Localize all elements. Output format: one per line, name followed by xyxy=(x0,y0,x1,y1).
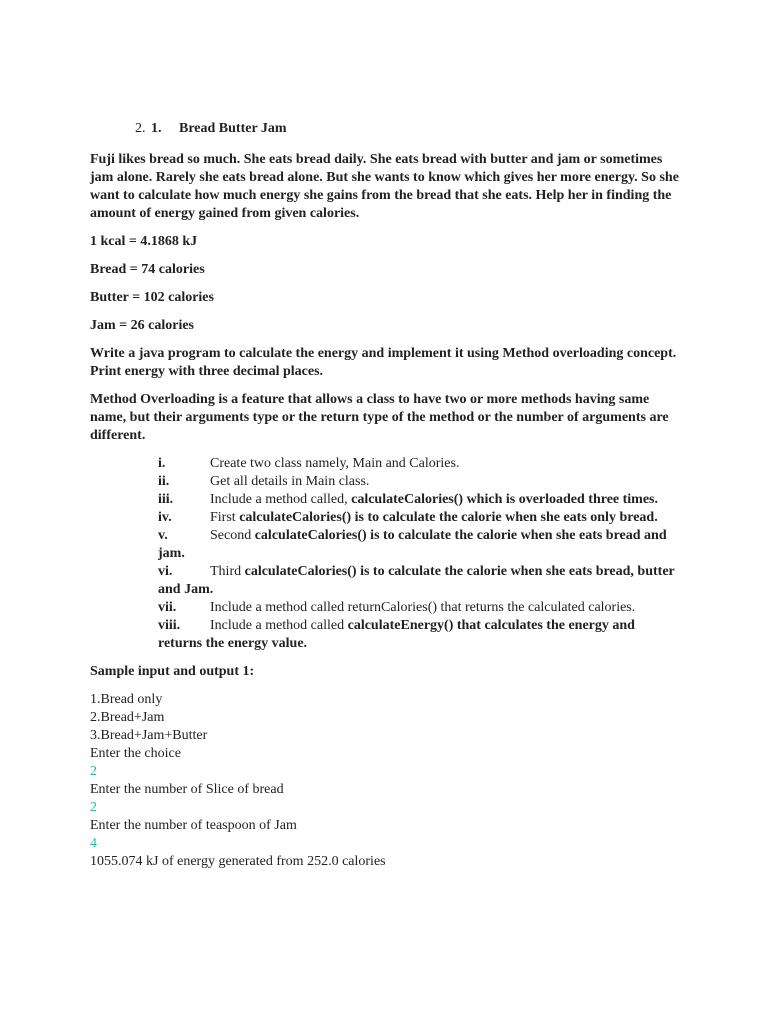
problem-heading xyxy=(135,121,287,137)
requirement-item xyxy=(158,599,680,617)
jam-calories: Jam = 26 calories xyxy=(90,318,195,333)
requirement-text-bold: calculateEnergy() that calculates the energy and returns the energy value. xyxy=(158,618,635,651)
requirement-text: Include a method called returnCalories() that returns the calculated calories. xyxy=(210,600,636,615)
intro-paragraph: Fuji likes bread so much. She eats bread daily. She eats bread with butter and jam or sometimes jam alone. Rarely she eats bread alone. But she wants to know which gives her more energy. So she want to calculate how much energy she gains from the bread that she eats. Help her in finding the amount of energy gained from given calories. xyxy=(90,152,679,221)
sample-output-line: Enter the number of Slice of bread xyxy=(90,782,284,797)
requirement-text: Create two class namely, Main and Calories. xyxy=(210,456,460,471)
requirement-item xyxy=(158,563,680,599)
sample-output-line: 3.Bread+Jam+Butter xyxy=(90,728,208,743)
requirement-item xyxy=(158,527,680,563)
requirement-text: Include a method called, xyxy=(210,492,352,507)
requirement-text-bold: calculateCalories() is to calculate the calorie when she eats only bread. xyxy=(239,510,658,525)
kcal-conversion: 1 kcal = 4.1868 kJ xyxy=(90,234,198,249)
sample-output-line: Enter the choice xyxy=(90,746,181,761)
requirement-item xyxy=(158,509,680,527)
requirement-text-bold: calculateCalories() is to calculate the calorie when she eats bread, butter and Jam. xyxy=(158,564,675,597)
requirement-marker: ii. xyxy=(158,474,170,489)
sample-title: Sample input and output 1: xyxy=(90,664,255,679)
heading-inner-number: 1. xyxy=(151,121,162,136)
problem-body xyxy=(90,151,680,871)
requirement-item xyxy=(158,491,680,509)
butter-calories: Butter = 102 calories xyxy=(90,290,214,305)
heading-outer-number: 2. xyxy=(135,121,146,136)
requirement-marker: iii. xyxy=(158,492,174,507)
requirement-item xyxy=(158,617,680,653)
sample-output-line: 2.Bread+Jam xyxy=(90,710,165,725)
requirement-marker: viii. xyxy=(158,618,181,633)
sample-input-line: 2 xyxy=(90,764,97,779)
requirement-marker: vii. xyxy=(158,600,177,615)
sample-input-line: 4 xyxy=(90,836,97,851)
requirement-text: Include a method called xyxy=(210,618,348,633)
requirement-item xyxy=(158,455,680,473)
overloading-paragraph: Method Overloading is a feature that allows a class to have two or more methods having same name, but their arguments type or the return type of the method or the number of arguments are different. xyxy=(90,392,669,443)
requirement-item xyxy=(158,473,680,491)
task-paragraph: Write a java program to calculate the energy and implement it using Method overloading concept. Print energy with three decimal places. xyxy=(90,346,677,379)
requirement-marker: vi. xyxy=(158,564,173,579)
sample-output-line: 1055.074 kJ of energy generated from 252.0 calories xyxy=(90,854,386,869)
requirement-marker: i. xyxy=(158,456,166,471)
sample-io-block xyxy=(90,691,680,871)
sample-input-line: 2 xyxy=(90,800,97,815)
requirement-text: First xyxy=(210,510,240,525)
requirement-marker: v. xyxy=(158,528,168,543)
sample-output-line: 1.Bread only xyxy=(90,692,163,707)
requirement-text-bold: calculateCalories() is to calculate the calorie when she eats bread and jam. xyxy=(158,528,667,561)
requirements-list xyxy=(158,455,680,653)
requirement-text: Get all details in Main class. xyxy=(210,474,370,489)
heading-title: Bread Butter Jam xyxy=(179,121,287,136)
requirement-text-bold: calculateCalories() which is overloaded three times. xyxy=(351,492,659,507)
requirement-text: Second xyxy=(210,528,255,543)
sample-output-line: Enter the number of teaspoon of Jam xyxy=(90,818,297,833)
bread-calories: Bread = 74 calories xyxy=(90,262,205,277)
requirement-marker: iv. xyxy=(158,510,172,525)
requirement-text: Third xyxy=(210,564,245,579)
